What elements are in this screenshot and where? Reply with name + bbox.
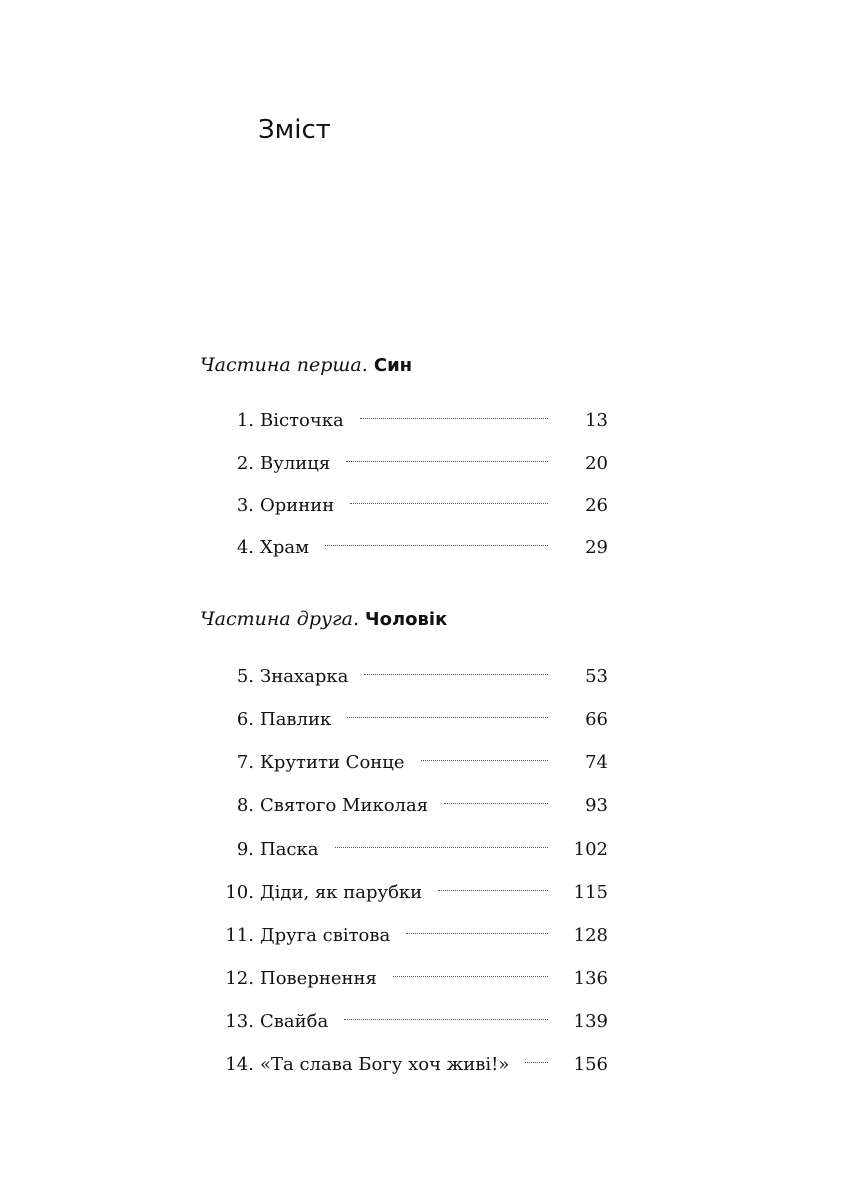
page-number: 93	[585, 795, 608, 816]
chapter-number: 11.	[225, 925, 254, 946]
dot-leader	[346, 461, 548, 462]
dot-leader	[344, 1019, 548, 1020]
toc-entry-2[interactable]	[200, 450, 608, 478]
toc-entry-8[interactable]	[200, 792, 608, 820]
dot-leader	[347, 717, 548, 718]
dot-leader	[364, 674, 548, 675]
page-number: 139	[573, 1011, 608, 1032]
part-name: Чоловік	[365, 609, 448, 630]
dot-leader	[360, 418, 548, 419]
part-heading-2	[200, 606, 447, 633]
chapter-number: 8.	[236, 795, 254, 816]
chapter-number: 6.	[236, 709, 254, 730]
page-number: 156	[573, 1054, 608, 1075]
chapter-title: «Та слава Богу хоч живі!»	[260, 1054, 510, 1075]
chapter-title: Друга світова	[260, 925, 391, 946]
toc-entry-3[interactable]	[200, 492, 608, 520]
chapter-title: Вулиця	[260, 453, 331, 474]
page-number: 102	[573, 839, 608, 860]
page-number: 115	[573, 882, 608, 903]
dot-leader	[350, 503, 548, 504]
chapter-number: 9.	[236, 839, 254, 860]
toc-entry-13[interactable]	[200, 1008, 608, 1036]
toc-entry-4[interactable]	[200, 534, 608, 562]
dot-leader	[393, 976, 548, 977]
toc-entry-10[interactable]	[200, 879, 608, 907]
chapter-number: 13.	[225, 1011, 254, 1032]
part-heading-1	[200, 352, 412, 379]
chapter-number: 14.	[225, 1054, 254, 1075]
toc-entry-11[interactable]	[200, 922, 608, 950]
dot-leader	[325, 545, 548, 546]
chapter-number: 1.	[236, 410, 254, 431]
chapter-title: Храм	[260, 537, 310, 558]
part-label: Частина перша.	[200, 354, 368, 376]
chapter-number: 12.	[225, 968, 254, 989]
chapter-title: Крутити Сонце	[260, 752, 405, 773]
chapter-title: Свайба	[260, 1011, 329, 1032]
chapter-title: Павлик	[260, 709, 332, 730]
dot-leader	[444, 803, 548, 804]
toc-entry-5[interactable]	[200, 663, 608, 691]
part-label: Частина друга.	[200, 608, 359, 630]
toc-entry-12[interactable]	[200, 965, 608, 993]
page-title: Зміст	[258, 115, 331, 145]
chapter-title: Оринин	[260, 495, 335, 516]
chapter-title: Паска	[260, 839, 319, 860]
chapter-number: 3.	[236, 495, 254, 516]
toc-entry-7[interactable]	[200, 749, 608, 777]
dot-leader	[406, 933, 548, 934]
page-number: 26	[585, 495, 608, 516]
chapter-title: Вісточка	[260, 410, 344, 431]
toc-entry-9[interactable]	[200, 836, 608, 864]
page-number: 20	[585, 453, 608, 474]
part-name: Син	[373, 355, 413, 376]
toc-entry-6[interactable]	[200, 706, 608, 734]
chapter-number: 4.	[236, 537, 254, 558]
page-number: 66	[585, 709, 608, 730]
page-number: 128	[573, 925, 608, 946]
dot-leader	[421, 760, 548, 761]
chapter-title: Діди, як парубки	[260, 882, 423, 903]
toc-entry-14[interactable]	[200, 1051, 608, 1079]
page-number: 136	[573, 968, 608, 989]
chapter-number: 7.	[236, 752, 254, 773]
page-number: 74	[585, 752, 608, 773]
chapter-title: Повернення	[260, 968, 377, 989]
chapter-number: 10.	[225, 882, 254, 903]
page-number: 53	[585, 666, 608, 687]
dot-leader	[335, 847, 549, 848]
toc-entry-1[interactable]	[200, 407, 608, 435]
chapter-number: 2.	[236, 453, 254, 474]
page-number: 29	[585, 537, 608, 558]
dot-leader	[438, 890, 548, 891]
page-number: 13	[585, 410, 608, 431]
chapter-number: 5.	[236, 666, 254, 687]
dot-leader	[525, 1062, 548, 1063]
chapter-title: Святого Миколая	[260, 795, 429, 816]
chapter-title: Знахарка	[260, 666, 349, 687]
